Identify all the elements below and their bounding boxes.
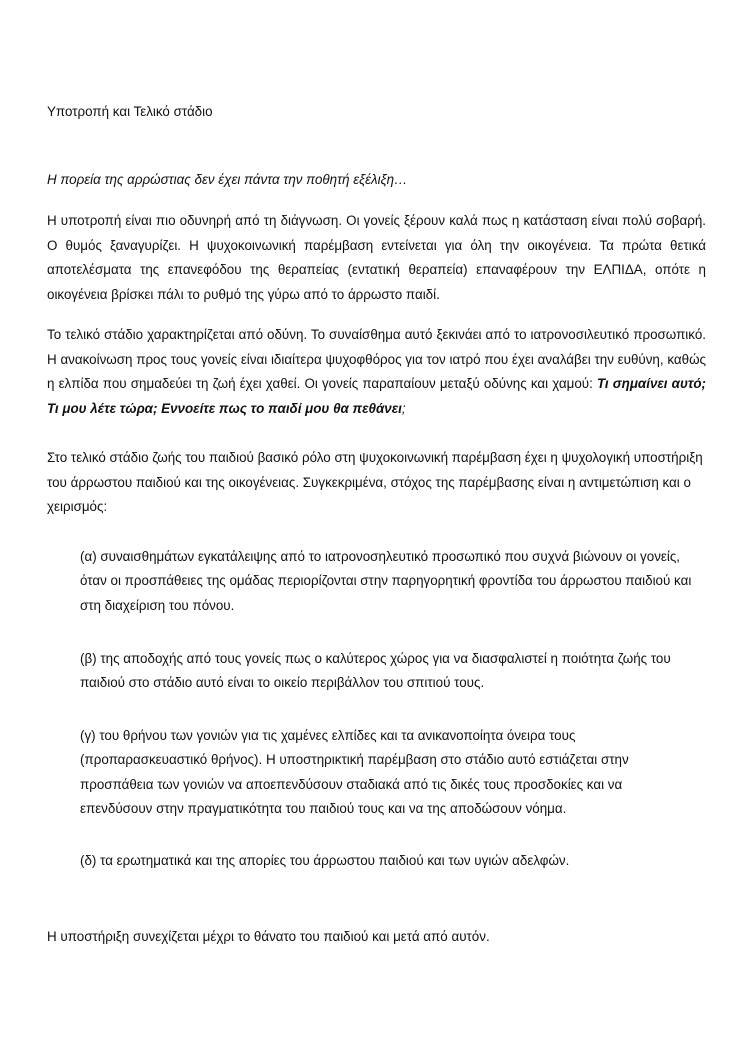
list-item-d: (δ) τα ερωτηματικά και της απορίες του άρρωστου παιδιού και των υγιών αδελφών. [80, 853, 570, 868]
paragraph-relapse: Η υποτροπή είναι πιο οδυνηρή από τη διάγνωση. Οι γονείς ξέρουν καλά πως η κατάσταση είναι πολύ σοβαρή. Ο θυμός ξαναγυρίζει. Η ψυχοκοινωνική παρέμβαση εντείνεται για όλη την οικογένεια. Τα πρώτα θετικά αποτελέσματα της επανεφόδου της θεραπείας (εντατική θεραπεία) επαναφέρουν την ΕΛΠΙΔΑ, οπότε η οικογένεια βρίσκει πάλι το ρυθμό της γύρω από το άρρωστο παιδί. [47, 213, 706, 302]
list-item-a: (α) συναισθημάτων εγκατάλειψης από το ιατρονοσηλευτικό προσωπικό που συχνά βιώνουν οι γονείς, όταν οι προσπάθειες της ομάδας περιορίζονται στην παρηγορητική φροντίδα του άρρωστου παιδιού και στη διαχείριση του πόνου. [80, 549, 692, 613]
list-item-b: (β) της αποδοχής από τους γονείς πως ο καλύτερος χώρος για να διασφαλιστεί η ποιότητα ζωής του παιδιού στο στάδιο αυτό είναι το οικείο περιβάλλον του σπιτιού τους. [80, 651, 671, 691]
paragraph-final-stage [47, 323, 706, 421]
section-title: Υποτροπή και Τελικό στάδιο [47, 104, 213, 119]
question-end-mark: ; [401, 400, 406, 416]
paragraph-support: Στο τελικό στάδιο ζωής του παιδιού βασικό ρόλο στη ψυχοκοινωνική παρέμβαση έχει η ψυχολογική υποστήριξη του άρρωστου παιδιού και της οικογένειας. Συγκεκριμένα, στόχος της παρέμβασης είναι η αντιμετώπιση και ο χειρισμός: [47, 450, 703, 514]
parent-questions: Τι σημαίνει αυτό; Τι μου λέτε τώρα; Εννοείτε πως το παιδί μου θα πεθάνει [47, 376, 706, 416]
section-subtitle: Η πορεία της αρρώστιας δεν έχει πάντα την ποθητή εξέλιξη… [47, 172, 408, 187]
list-item-c: (γ) του θρήνου των γονιών για τις χαμένες ελπίδες και τα ανικανοποίητα όνειρα τους (προπαρασκευαστικό θρήνος). Η υποστηρικτική παρέμβαση στο στάδιο αυτό εστιάζεται στην προσπάθεια των γονιών να αποεπενδύσουν σταδιακά από τις δικές τους προσδοκίες και να επενδύσουν στην πραγματικότητα του παιδιού τους και να της αποδώσουν νόημα. [80, 728, 629, 816]
paragraph-final-stage-text: Το τελικό στάδιο χαρακτηρίζεται από οδύνη. Το συναίσθημα αυτό ξεκινάει από το ιατρονοσιλευτικό προσωπικό. Η ανακοίνωση προς τους γονείς είναι ιδιαίτερα ψυχοφθόρος για τον ιατρό που έχει αναλάβει την ευθύνη, καθώς η ελπίδα που σημαδεύει τη ζωή έχει χαθεί. Οι γονείς παραπαίουν μεταξύ οδύνης και χαμού: [47, 327, 706, 391]
closing-paragraph: Η υποστήριξη συνεχίζεται μέχρι το θάνατο του παιδιού και μετά από αυτόν. [47, 929, 490, 944]
